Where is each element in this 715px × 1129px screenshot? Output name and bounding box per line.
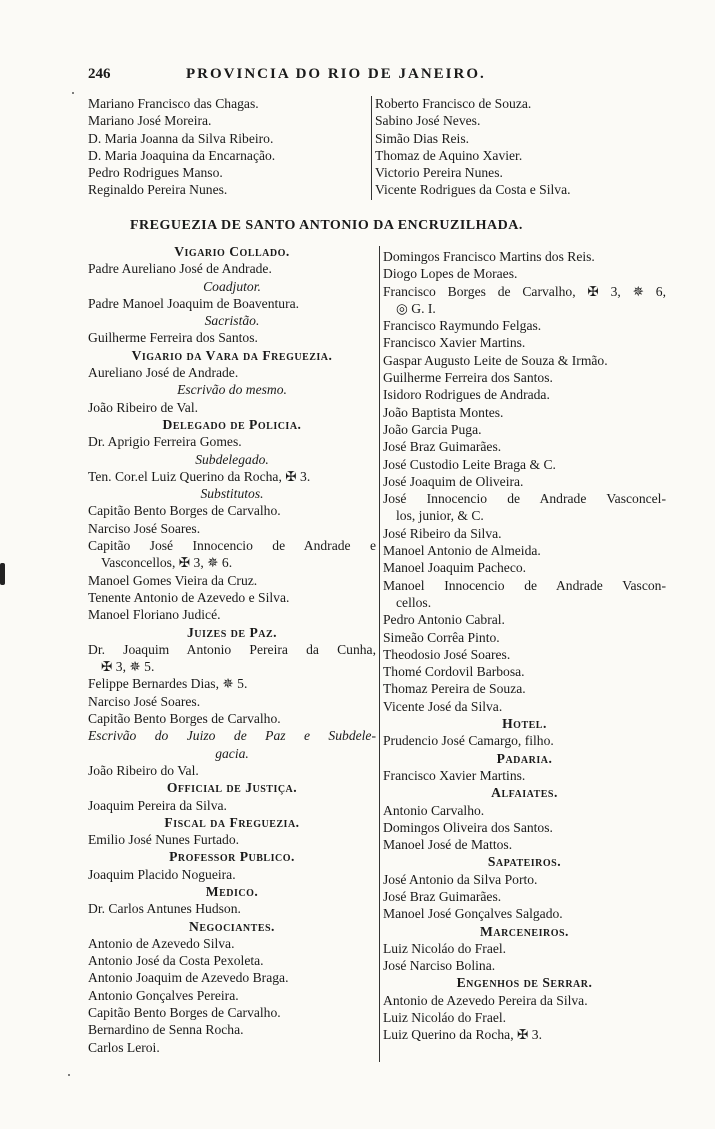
list-item: Dr. Aprigio Ferreira Gomes.	[88, 434, 242, 450]
list-item: Vicente Rodrigues da Costa e Silva.	[375, 182, 571, 198]
list-item: Domingos Francisco Martins dos Reis.	[383, 249, 595, 264]
margin-ink-mark	[0, 563, 5, 585]
list-item: Capitão José Innocencio de Andrade e	[88, 538, 376, 554]
section-heading: Medico.	[205, 883, 259, 899]
list-item: Manoel Innocencio de Andrade Vascon-	[383, 577, 666, 593]
ink-speck	[68, 1074, 70, 1076]
list-item: Tenente Antonio de Azevedo e Silva.	[88, 589, 290, 605]
section-heading: Fiscal da Freguezia.	[164, 814, 300, 830]
list-item: Aureliano José de Andrade.	[88, 365, 239, 381]
list-item: Roberto Francisco de Souza.	[375, 96, 532, 111]
list-item: José Innocencio de Andrade Vasconcel-	[383, 491, 666, 507]
list-item: Luiz Querino da Rocha, ✠ 3.	[383, 1027, 542, 1043]
page-number: 246	[88, 66, 111, 82]
list-item: Pedro Rodrigues Manso.	[88, 165, 223, 181]
list-item: D. Maria Joanna da Silva Ribeiro.	[88, 130, 274, 146]
list-item: Manoel Antonio de Almeida.	[383, 543, 541, 559]
list-item: Vicente José da Silva.	[383, 698, 503, 714]
list-item-continuation: ◎ G. I.	[396, 300, 436, 316]
list-item: Antonio Joaquim de Azevedo Braga.	[88, 970, 289, 986]
list-item: Joaquim Placido Nogueira.	[88, 866, 236, 882]
top-list-left	[88, 95, 358, 199]
list-item: João Ribeiro de Val.	[88, 399, 198, 415]
role-heading: gacia.	[215, 745, 249, 761]
section-heading: Professor Publico.	[169, 849, 295, 865]
list-item: Theodosio José Soares.	[383, 646, 511, 662]
section-title: FREGUEZIA DE SANTO ANTONIO DA ENCRUZILHADA.	[130, 218, 523, 233]
list-item: Dr. Carlos Antunes Hudson.	[88, 901, 241, 917]
list-item: Guilherme Ferreira dos Santos.	[383, 370, 553, 386]
list-item: Simão Dias Reis.	[375, 130, 470, 146]
list-item: Prudencio José Camargo, filho.	[383, 733, 554, 749]
list-item: João Garcia Puga.	[383, 421, 482, 437]
section-heading: Hotel.	[502, 716, 547, 732]
list-item: D. Maria Joaquina da Encarnação.	[88, 147, 276, 163]
list-item: Mariano José Moreira.	[88, 113, 212, 129]
list-item: Antonio de Azevedo Pereira da Silva.	[383, 992, 588, 1008]
list-item: Francisco Raymundo Felgas.	[383, 318, 542, 334]
left-column	[88, 243, 376, 1056]
list-item: Diogo Lopes de Moraes.	[383, 266, 518, 282]
list-item: José Antonio da Silva Porto.	[383, 871, 538, 887]
list-item: José Custodio Leite Braga & C.	[383, 456, 556, 472]
running-title: PROVINCIA DO RIO DE JANEIRO.	[186, 66, 486, 82]
list-item: Domingos Oliveira dos Santos.	[383, 819, 553, 835]
list-item: Dr. Joaquim Antonio Pereira da Cunha,	[88, 641, 376, 657]
list-item: Luiz Nicoláo do Frael.	[383, 940, 507, 956]
role-heading: Substitutos.	[200, 486, 264, 502]
list-item-continuation: cellos.	[396, 594, 432, 610]
list-item: Felippe Bernardes Dias, ✵ 5.	[88, 676, 248, 692]
section-heading: Engenhos de Serrar.	[456, 975, 593, 991]
section-heading: Alfaiates.	[491, 785, 558, 801]
list-item: Carlos Leroi.	[88, 1039, 160, 1055]
list-item: Victorio Pereira Nunes.	[375, 165, 503, 181]
section-heading: Padaria.	[496, 750, 553, 766]
list-item: José Narciso Bolina.	[383, 958, 496, 974]
section-heading: Marceneiros.	[480, 923, 569, 939]
list-item: Narciso José Soares.	[88, 520, 201, 536]
list-item: José Braz Guimarães.	[383, 888, 502, 904]
list-item: Narciso José Soares.	[88, 693, 201, 709]
section-heading: Sapateiros.	[487, 854, 562, 870]
list-item: Manoel Floriano Judicé.	[88, 607, 221, 623]
role-heading: Sacristão.	[204, 313, 260, 329]
section-heading: Official de Justiça.	[166, 780, 298, 796]
list-item: Padre Manoel Joaquim de Boaventura.	[88, 295, 300, 311]
list-item: Sabino José Neves.	[375, 113, 481, 129]
list-item: Pedro Antonio Cabral.	[383, 612, 505, 628]
list-item: Ten. Cor.el Luiz Querino da Rocha, ✠ 3.	[88, 468, 311, 484]
running-header	[88, 66, 578, 88]
role-heading: Coadjutor.	[203, 278, 261, 294]
list-item: Antonio Gonçalves Pereira.	[88, 987, 239, 1003]
role-heading: Subdelegado.	[195, 451, 269, 467]
list-item: João Ribeiro do Val.	[88, 762, 199, 778]
right-column	[383, 248, 666, 1044]
list-item: Capitão Bento Borges de Carvalho.	[88, 503, 281, 519]
list-item-continuation: Vasconcellos, ✠ 3, ✵ 6.	[101, 555, 233, 571]
section-heading: Negociantes.	[189, 918, 275, 934]
list-item: Francisco Xavier Martins.	[383, 335, 526, 351]
ink-speck	[72, 92, 74, 94]
list-item: Reginaldo Pereira Nunes.	[88, 182, 228, 198]
list-item-continuation: los, junior, & C.	[396, 508, 484, 524]
list-item: Thomaz Pereira de Souza.	[383, 681, 526, 697]
list-item: José Ribeiro da Silva.	[383, 525, 502, 541]
list-item: Padre Aureliano José de Andrade.	[88, 261, 272, 277]
list-item: Thomé Cordovil Barbosa.	[383, 664, 525, 680]
list-item: Francisco Xavier Martins.	[383, 767, 526, 783]
role-heading: Escrivão do mesmo.	[177, 382, 287, 398]
column-rule-top	[371, 96, 372, 200]
section-heading: Vigario da Vara da Freguezia.	[131, 347, 333, 363]
list-item: Mariano Francisco das Chagas.	[88, 96, 259, 111]
list-item: Thomaz de Aquino Xavier.	[375, 147, 523, 163]
list-item: Capitão Bento Borges de Carvalho.	[88, 1005, 281, 1021]
list-item: José Joaquim de Oliveira.	[383, 473, 524, 489]
list-item: Bernardino de Senna Rocha.	[88, 1022, 244, 1038]
list-item: Manoel Joaquim Pacheco.	[383, 560, 527, 576]
list-item: Antonio José da Costa Pexoleta.	[88, 953, 264, 969]
list-item: José Braz Guimarães.	[383, 439, 502, 455]
list-item: Manoel Gomes Vieira da Cruz.	[88, 572, 258, 588]
list-item: Gaspar Augusto Leite de Souza & Irmão.	[383, 352, 608, 368]
list-item-continuation: ✠ 3, ✵ 5.	[101, 659, 155, 675]
role-heading: Escrivão do Juizo de Paz e Subdele-	[88, 728, 376, 744]
section-heading: Vigario Collado.	[174, 244, 290, 259]
list-item: Francisco Borges de Carvalho, ✠ 3, ✵ 6,	[383, 283, 666, 299]
list-item: João Baptista Montes.	[383, 404, 504, 420]
list-item: Emilio José Nunes Furtado.	[88, 832, 240, 848]
list-item: Manoel José Gonçalves Salgado.	[383, 906, 563, 922]
section-heading: Delegado de Policia.	[162, 416, 302, 432]
list-item: Antonio Carvalho.	[383, 802, 485, 818]
list-item: Simeão Corrêa Pinto.	[383, 629, 500, 645]
column-rule-main	[379, 246, 380, 1062]
top-list-right	[375, 95, 665, 199]
list-item: Manoel José de Mattos.	[383, 837, 513, 853]
list-item: Guilherme Ferreira dos Santos.	[88, 330, 258, 346]
list-item: Isidoro Rodrigues de Andrada.	[383, 387, 550, 403]
list-item: Antonio de Azevedo Silva.	[88, 935, 235, 951]
list-item: Capitão Bento Borges de Carvalho.	[88, 711, 281, 727]
section-heading: Juizes de Paz.	[186, 624, 278, 640]
list-item: Luiz Nicoláo do Frael.	[383, 1010, 507, 1026]
list-item: Joaquim Pereira da Silva.	[88, 797, 227, 813]
